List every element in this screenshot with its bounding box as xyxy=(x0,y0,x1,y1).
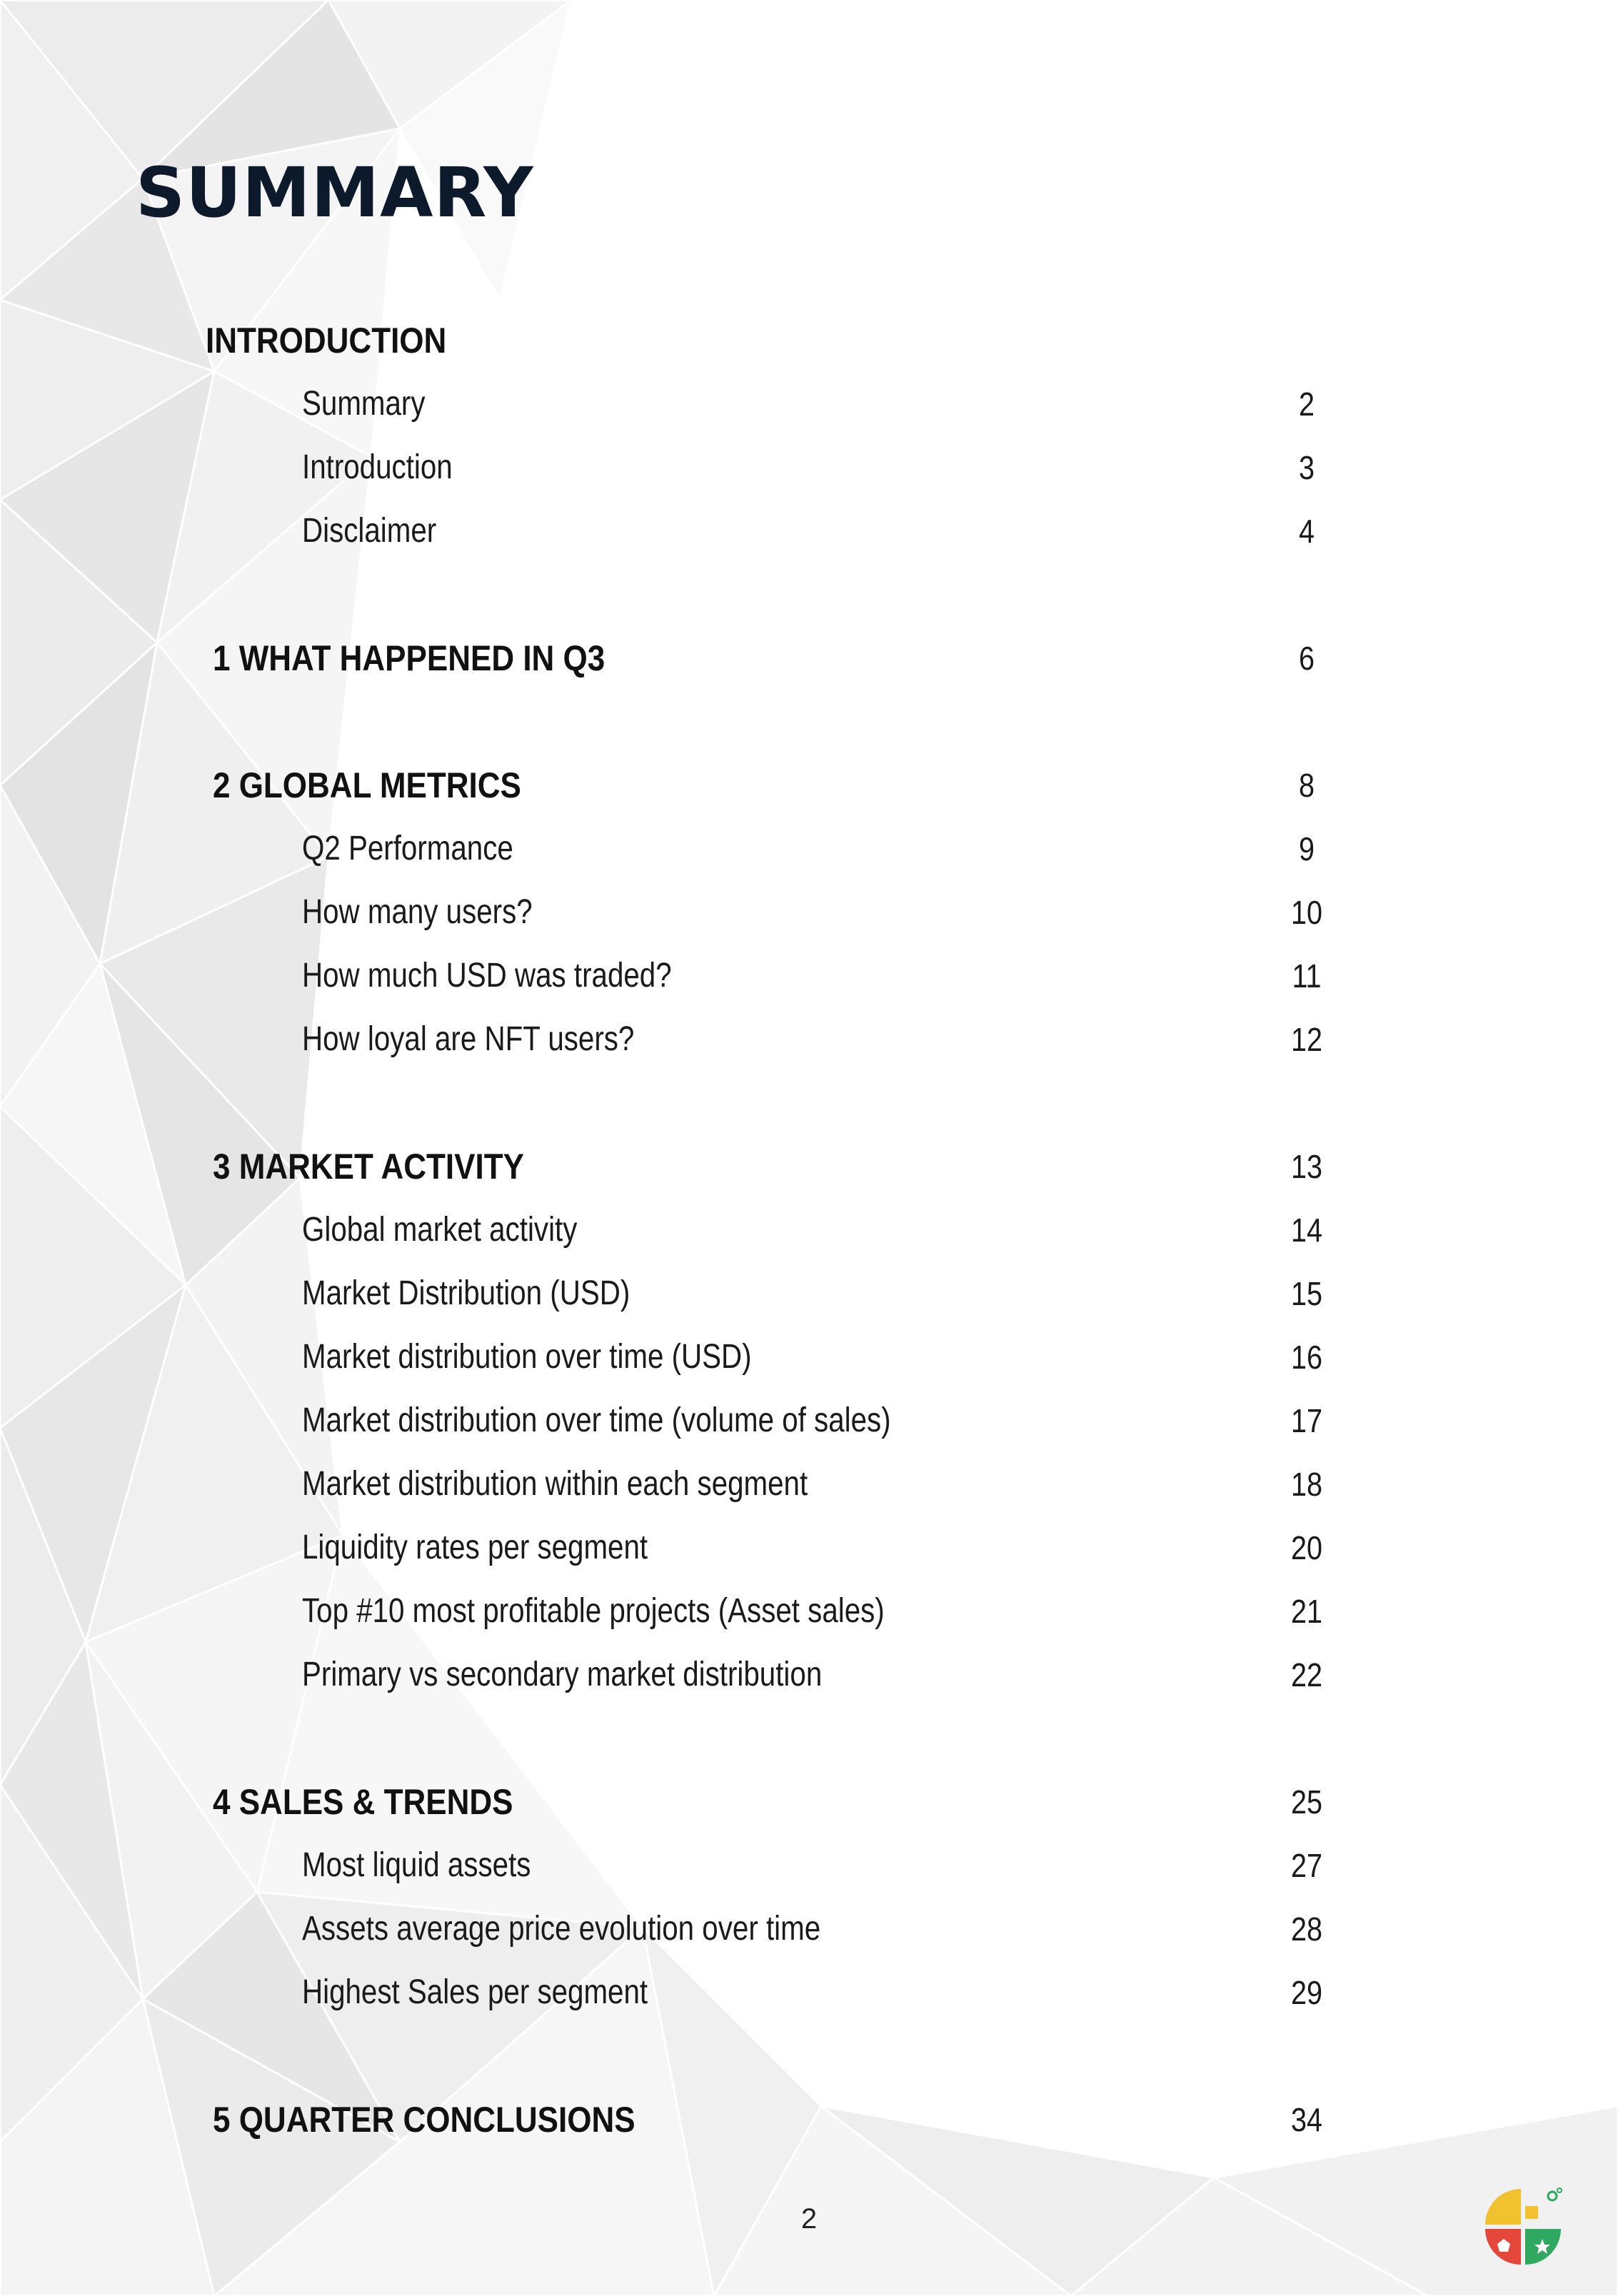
toc-label: Assets average price evolution over time xyxy=(302,1910,821,1948)
toc-page-number: 18 xyxy=(1290,1466,1322,1503)
toc-label: Summary xyxy=(302,385,426,423)
toc-page-number: 20 xyxy=(1290,1529,1322,1566)
toc-page-number: 16 xyxy=(1290,1339,1322,1376)
toc-label: 3 MARKET ACTIVITY xyxy=(213,1147,524,1187)
toc-label: 5 QUARTER CONCLUSIONS xyxy=(213,2100,635,2140)
toc-item-distribution-within-segment[interactable] xyxy=(0,1456,1618,1513)
toc-item-nft-loyalty[interactable] xyxy=(0,1011,1618,1068)
pie-chart-logo-icon xyxy=(1478,2175,1578,2275)
toc-page-number: 27 xyxy=(1290,1847,1322,1884)
toc-label: INTRODUCTION xyxy=(206,321,447,361)
toc-page-number: 10 xyxy=(1290,894,1322,931)
toc-label: 4 SALES & TRENDS xyxy=(213,1782,513,1822)
toc-item-introduction[interactable] xyxy=(0,439,1618,496)
toc-page-number: 17 xyxy=(1290,1402,1322,1439)
toc-page-number: 29 xyxy=(1290,1974,1322,2011)
toc-page-number: 8 xyxy=(1298,767,1315,804)
toc-page-number: 21 xyxy=(1290,1593,1322,1630)
toc-page-number: 14 xyxy=(1290,1212,1322,1249)
toc-page-number: 4 xyxy=(1298,513,1315,550)
toc-item-most-liquid-assets[interactable] xyxy=(0,1837,1618,1894)
toc-label: Primary vs secondary market distribution xyxy=(302,1656,823,1693)
toc-item-average-price-evolution[interactable] xyxy=(0,1900,1618,1958)
toc-label: How much USD was traded? xyxy=(302,957,672,995)
toc-label: 1 WHAT HAPPENED IN Q3 xyxy=(213,638,606,678)
toc-page-number: 15 xyxy=(1290,1275,1322,1312)
toc-item-q2-performance[interactable] xyxy=(0,820,1618,877)
toc-label: Highest Sales per segment xyxy=(302,1973,648,2011)
toc-item-distribution-over-time-usd[interactable] xyxy=(0,1329,1618,1386)
toc-page-number: 28 xyxy=(1290,1910,1322,1948)
toc-page-number: 12 xyxy=(1290,1021,1322,1058)
toc-item-disclaimer[interactable] xyxy=(0,503,1618,560)
toc-page-number: 22 xyxy=(1290,1656,1322,1693)
toc-page-number: 6 xyxy=(1298,640,1315,677)
toc-item-distribution-over-time-volume[interactable] xyxy=(0,1392,1618,1449)
toc-label: Top #10 most profitable projects (Asset sales) xyxy=(302,1592,885,1630)
toc-page-number: 9 xyxy=(1298,830,1315,867)
toc-label: Market distribution over time (volume of sales) xyxy=(302,1401,891,1439)
toc-page-number: 34 xyxy=(1290,2101,1322,2138)
toc-page-number: 3 xyxy=(1298,449,1315,486)
toc-heading-sales-trends[interactable] xyxy=(0,1773,1618,1831)
toc-item-liquidity-rates[interactable] xyxy=(0,1519,1618,1576)
toc-label: Most liquid assets xyxy=(302,1846,531,1884)
toc-label: Introduction xyxy=(302,448,453,486)
toc-item-highest-sales[interactable] xyxy=(0,1964,1618,2021)
toc-item-usd-traded[interactable] xyxy=(0,947,1618,1004)
toc-label: 2 GLOBAL METRICS xyxy=(213,765,521,805)
toc-label: How many users? xyxy=(302,893,533,931)
toc-page-number: 13 xyxy=(1290,1148,1322,1185)
toc-page-number: 11 xyxy=(1292,957,1322,995)
toc-item-primary-vs-secondary[interactable] xyxy=(0,1646,1618,1703)
toc-page-number: 2 xyxy=(1298,386,1315,423)
toc-item-summary[interactable] xyxy=(0,376,1618,433)
toc-label: Market distribution over time (USD) xyxy=(302,1338,752,1376)
toc-item-top-10-projects[interactable] xyxy=(0,1583,1618,1640)
toc-label: Disclaimer xyxy=(302,512,437,550)
toc-label: How loyal are NFT users? xyxy=(302,1020,635,1058)
toc-heading-what-happened-q3[interactable] xyxy=(0,630,1618,687)
toc-heading-global-metrics[interactable] xyxy=(0,757,1618,814)
toc-item-market-distribution-usd[interactable] xyxy=(0,1265,1618,1322)
toc-page-number: 25 xyxy=(1290,1783,1322,1821)
toc-heading-market-activity[interactable] xyxy=(0,1138,1618,1195)
toc-heading-introduction[interactable] xyxy=(0,312,1618,369)
toc-label: Global market activity xyxy=(302,1211,578,1249)
toc-label: Q2 Performance xyxy=(302,830,513,867)
toc-item-global-market-activity[interactable] xyxy=(0,1202,1618,1259)
footer-page-number: 2 xyxy=(800,2203,818,2235)
toc-label: Liquidity rates per segment xyxy=(302,1529,648,1566)
page-title: SUMMARY xyxy=(136,153,534,233)
toc-item-how-many-users[interactable] xyxy=(0,884,1618,941)
toc-heading-quarter-conclusions[interactable] xyxy=(0,2091,1618,2148)
toc-label: Market distribution within each segment xyxy=(302,1465,808,1503)
toc-label: Market Distribution (USD) xyxy=(302,1274,630,1312)
